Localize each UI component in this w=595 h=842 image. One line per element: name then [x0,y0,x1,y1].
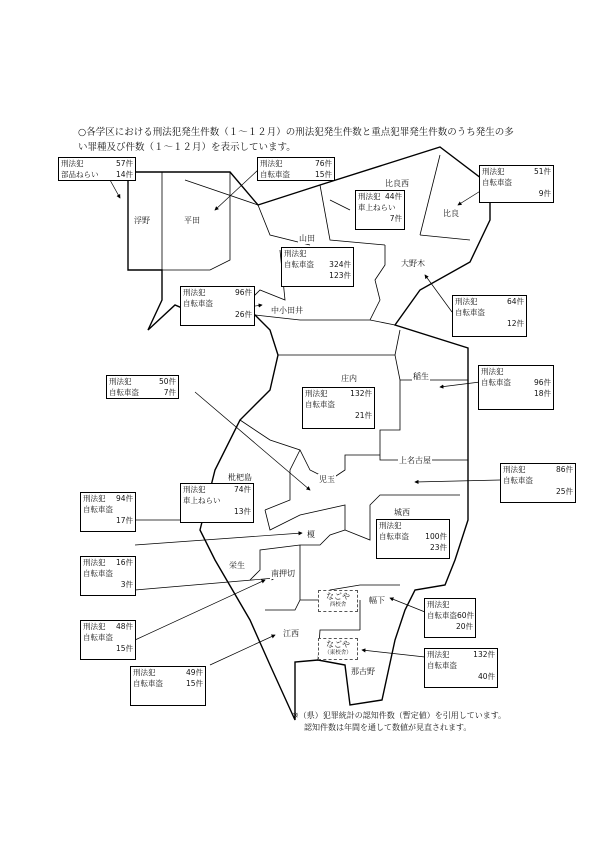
box-count: 96件 [533,378,551,387]
school-east-name: なごや [326,640,350,649]
district-label-kaminagoya: 上名古屋 [399,456,431,465]
box-label: 刑法犯 [260,159,283,168]
district-label-hira: 比良 [443,209,459,218]
box-count: 26件 [234,310,252,319]
box-label: 刑法犯 [83,494,106,503]
box-count: 40件 [477,672,495,681]
district-label-koshi: 江西 [283,629,299,638]
arrow [110,180,120,198]
box-label: 自転車盗 [284,260,314,269]
crime-box-hirata [257,157,335,181]
box-label: 刑法犯 [284,249,307,258]
district-label-hirasei: 比良西 [385,179,409,188]
box-label: 刑法犯 [358,192,381,201]
crime-box-josai [376,519,450,559]
box-count: 48件 [115,622,133,631]
box-count: 74件 [233,485,251,494]
box-count: 96件 [234,288,252,297]
box-count: 18件 [533,389,551,398]
box-label: 自転車盗 [481,378,511,387]
box-label: 自転車盗 [83,569,113,578]
box-label: 部品ねらい [61,170,99,179]
box-count: 7件 [389,214,402,223]
box-count: 123件 [329,271,351,280]
crime-box-hirasei [355,190,405,230]
box-label: 自転車盗 [455,308,485,317]
crime-box-fuya [58,157,136,181]
crime-box-koshi [130,666,206,706]
box-count: 9件 [538,189,551,198]
box-label: 自転車盗 [109,388,139,397]
box-count: 132件 [473,650,495,659]
box-label: 自転車盗 [482,178,512,187]
box-count: 15件 [115,644,133,653]
box-count: 94件 [115,494,133,503]
box-count: 3件 [120,580,133,589]
district-label-nakaotai: 中小田井 [271,306,303,315]
box-count: 12件 [506,319,524,328]
box-label: 刑法犯 [83,558,106,567]
crime-box-hatashita [424,598,476,638]
box-count: 17件 [115,516,133,525]
box-label: 自転車盗 [133,679,163,688]
box-count: 13件 [233,507,251,516]
crime-box-enoki [80,492,136,532]
box-count: 7件 [163,388,176,397]
footnote [292,710,506,734]
school-west-name: なごや [326,592,350,601]
box-count: 64件 [506,297,524,306]
box-label: 車上ねらい [183,496,221,505]
school-west-sub: 西校舎 [329,602,347,608]
box-count: 50件 [158,377,176,386]
crime-box-inao [478,365,554,410]
district-label-biwajima: 枇杷島 [228,473,252,482]
box-count: 15件 [185,679,203,688]
box-count: 324件 [329,260,351,269]
box-label: 自転車盗 [379,532,409,541]
district-label-inao: 稲生 [413,372,429,381]
box-label: 刑法犯 [109,377,132,386]
box-label: 刑法犯 [183,288,206,297]
box-label: 刑法犯 [481,367,504,376]
box-label: 刑法犯 [503,465,526,474]
box-label: 刑法犯 [61,159,84,168]
district-label-oonoki: 大野木 [401,259,425,268]
box-label: 刑法犯 [305,389,328,398]
crime-box-oonoki [452,295,527,337]
box-count: 20件 [455,622,473,631]
box-count: 86件 [555,465,573,474]
box-count: 14件 [115,170,133,179]
district-label-eisei: 栄生 [229,561,245,570]
box-label: 刑法犯 [455,297,478,306]
box-label: 自転車盗 [183,299,213,308]
box-count: 16件 [115,558,133,567]
box-count: 49件 [185,668,203,677]
crime-box-biwajima [180,483,254,523]
crime-box-nagono [424,648,498,688]
box-count: 25件 [555,487,573,496]
box-count: 57件 [115,159,133,168]
box-label: 刑法犯 [427,600,450,609]
district-label-shonai: 庄内 [341,374,357,383]
box-count: 44件 [384,192,402,201]
box-label: 刑法犯 [379,521,402,530]
box-label: 自転車盗 [83,633,113,642]
box-label: 自転車盗 [503,476,533,485]
box-count: 132件 [350,389,372,398]
district-label-hirata: 平田 [184,216,200,225]
box-count: 51件 [533,167,551,176]
district-label-kodama: 児玉 [319,475,335,484]
box-count: 76件 [314,159,332,168]
crime-box-kodama [106,375,179,399]
heading-line-2: い罪種及び件数（１～１２月）を表示しています。 [78,142,296,153]
box-count: 60件 [457,611,475,620]
school-west-marker [318,590,358,612]
district-label-yamada: 山田 [299,234,315,243]
crime-box-kaminagoya [500,463,576,503]
school-east-sub: （東校舎） [324,650,352,656]
district-label-nagono: 那古野 [351,667,375,676]
box-label: 自転車盗 [427,611,457,620]
box-label: 自転車盗 [427,661,457,670]
district-label-hatashita: 幅下 [369,596,385,605]
box-count: 21件 [354,411,372,420]
district-label-enoki: 榎 [307,530,315,539]
box-label: 刑法犯 [427,650,450,659]
footnote-line-1: ※（県）犯罪統計の認知件数（暫定値）を引用しています。 [292,711,507,720]
box-label: 刑法犯 [83,622,106,631]
box-count: 100件 [425,532,447,541]
crime-box-shonai [302,387,375,429]
footnote-line-2: 認知件数は年間を通して数値が見直されます。 [304,723,472,732]
crime-box-hira [479,165,554,203]
school-east-marker [318,638,358,660]
box-label: 自転車盗 [305,400,335,409]
box-label: 自転車盗 [260,170,290,179]
district-label-fuya: 浮野 [134,216,150,225]
crime-box-nakaoshikiri [80,556,136,596]
box-label: 自転車盗 [83,505,113,514]
box-count: 23件 [429,543,447,552]
crime-box-yamada [281,247,354,287]
district-label-josai: 城西 [394,508,410,517]
crime-box-eisei [80,620,136,660]
heading-line-1: ○各学区における刑法犯発生件数（１～１２月）の刑法犯発生件数と重点犯罪発生件数のうち発生の多 [78,127,514,138]
district-label-nakaoshikiri: 南押切 [271,569,295,578]
box-label: 刑法犯 [482,167,505,176]
box-label: 刑法犯 [183,485,206,494]
box-label: 車上ねらい [358,203,396,212]
arrow [425,275,452,312]
crime-box-nakaotai [180,286,255,326]
box-count: 15件 [314,170,332,179]
box-label: 刑法犯 [133,668,156,677]
